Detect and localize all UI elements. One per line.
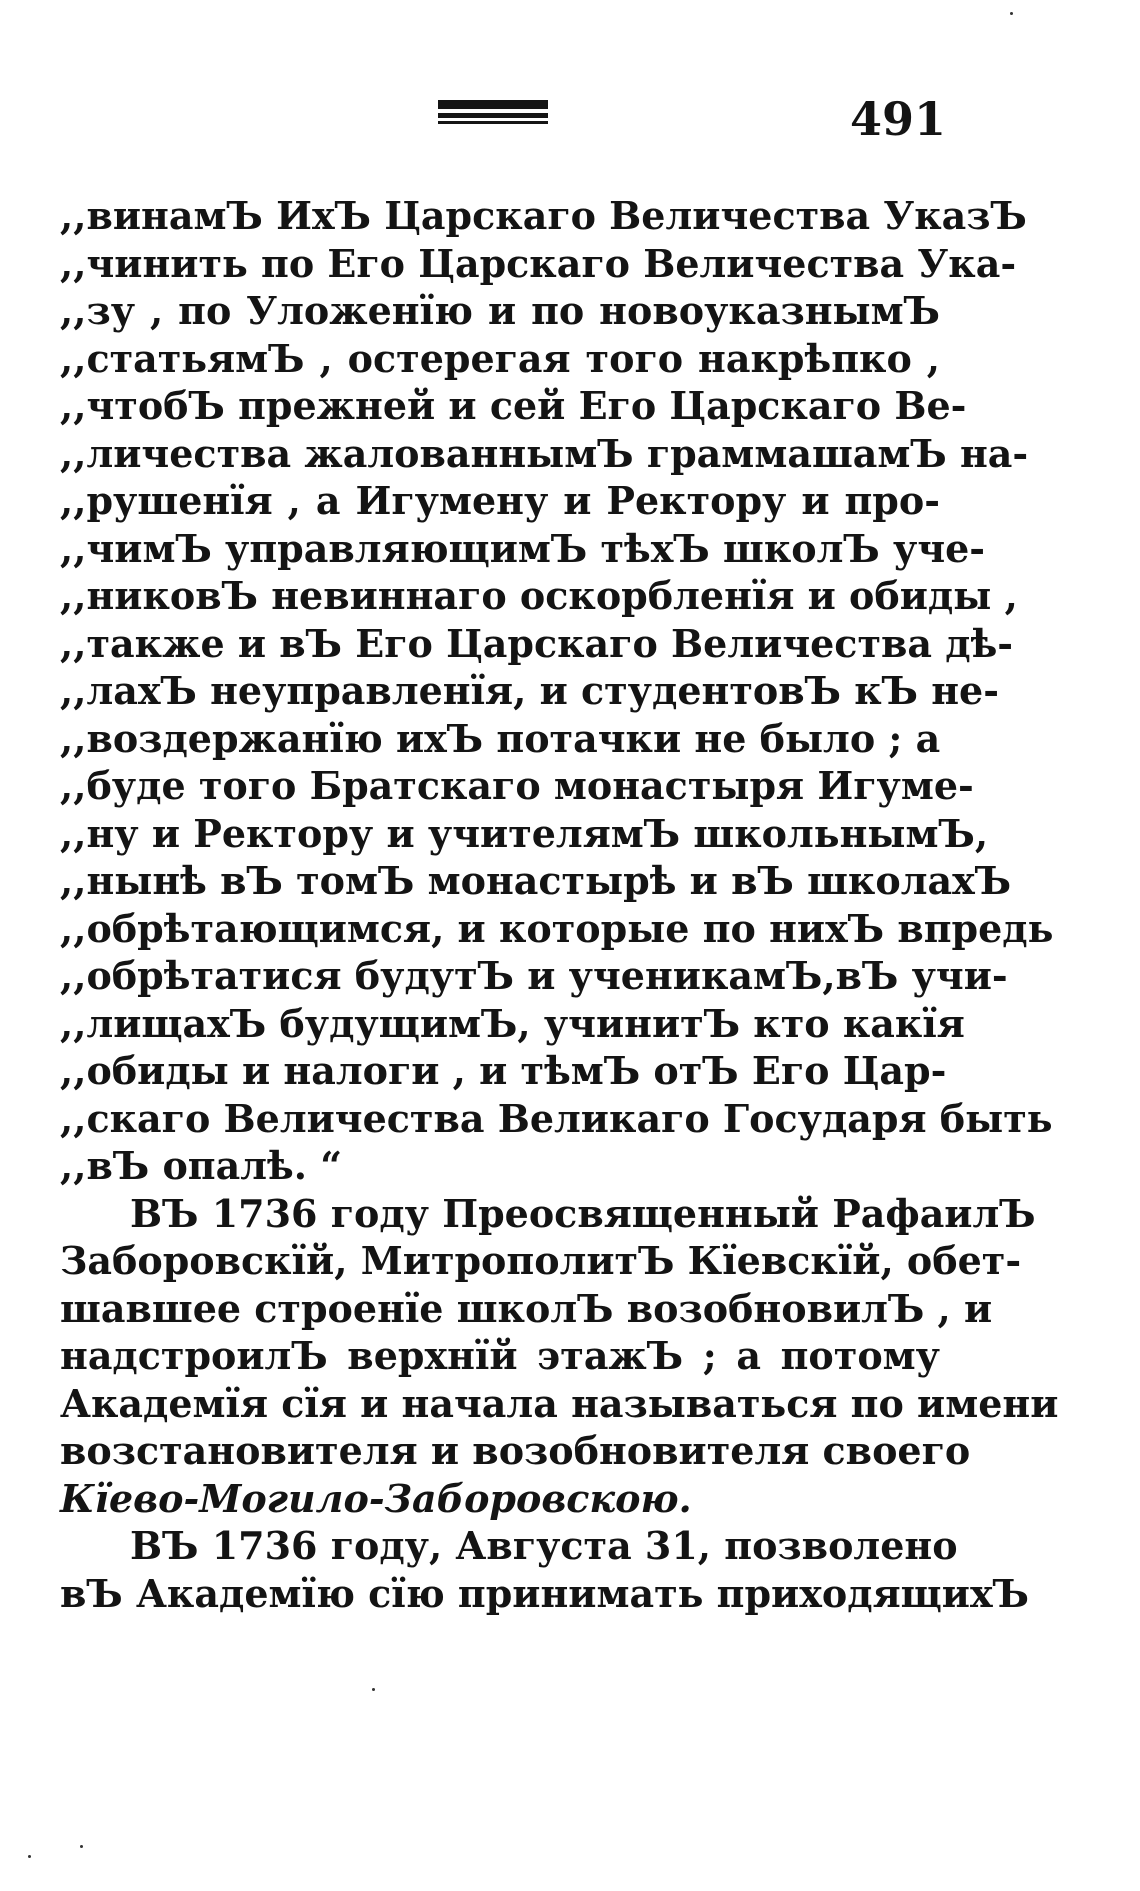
text-line: ,,ну и Ректору и учителямЪ школьнымЪ, <box>60 810 989 856</box>
text-line: ,,обрѣтатися будутЪ и ученикамЪ,вЪ учи- <box>60 953 1008 998</box>
ornament-rule-middle <box>438 113 548 118</box>
text-line: Академїя сїя и начала называться по имени <box>60 1380 1059 1426</box>
text-line: шавшее строенїе школЪ возобновилЪ , и <box>60 1285 993 1331</box>
page-number: 491 <box>850 92 947 146</box>
paper-speck <box>1010 12 1013 15</box>
text-line: Заборовскїй, МитрополитЪ Кїевскїй, обет- <box>60 1238 1022 1283</box>
text-line: ,,вЪ опалѣ. “ <box>60 1143 343 1188</box>
paper-speck <box>80 1845 83 1848</box>
text-line: ,,лахЪ неуправленїя, и студентовЪ кЪ не- <box>60 668 999 713</box>
paper-speck <box>372 1688 375 1691</box>
text-line: ,,личества жалованнымЪ граммашамЪ на- <box>60 430 1029 476</box>
ornament-rule-thin <box>438 121 548 124</box>
body-text <box>60 192 1059 1617</box>
text-line: ,,нынѣ вЪ томЪ монастырѣ и вЪ школахЪ <box>60 858 1012 903</box>
text-line: ,,также и вЪ Его Царскаго Величества дѣ- <box>60 620 1014 666</box>
text-line: ,,лищахЪ будущимЪ, учинитЪ кто какїя <box>60 1000 965 1046</box>
paragraph-start-line: ВЪ 1736 году Преосвященный РафаилЪ <box>130 1190 1036 1236</box>
text-line: ,,буде того Братскаго монастыря Игуме- <box>60 763 974 808</box>
text-line: ,,статьямЪ , остерегая того накрѣпко , <box>60 335 940 381</box>
text-line: ,,обиды и налоги , и тѣмЪ отЪ Его Цар- <box>60 1048 947 1093</box>
text-line: возстановителя и возобновителя своего <box>60 1428 971 1473</box>
text-line: надстроилЪ верхнїй этажЪ ; а потому <box>60 1333 940 1378</box>
academy-name-italic: Кїево-Могило-Заборовскою. <box>60 1475 692 1521</box>
text-line: ,,рушенїя , а Игумену и Ректору и про- <box>60 478 940 523</box>
header-ornament <box>438 100 548 124</box>
paragraph-start-line: ВЪ 1736 году, Августа 31, позволено <box>130 1523 958 1568</box>
text-line: ,,винамЪ ИхЪ Царскаго Величества УказЪ <box>60 193 1027 238</box>
paper-speck <box>28 1855 31 1858</box>
text-line: ,,никовЪ невиннаго оскорбленїя и обиды , <box>60 573 1018 618</box>
text-line: ,,воздержанїю ихЪ потачки не было ; а <box>60 715 941 761</box>
text-line: ,,чинить по Его Царскаго Величества Ука- <box>60 240 1017 286</box>
ornament-rule-thick <box>438 100 548 109</box>
text-line: ,,обрѣтающимся, и которые по нихЪ впредь <box>60 905 1054 951</box>
text-line: ,,чтобЪ прежней и сей Его Царскаго Ве- <box>60 383 967 428</box>
text-line: вЪ Академїю сїю принимать приходящихЪ <box>60 1570 1029 1616</box>
text-line: ,,зу , по Уложенїю и по новоуказнымЪ <box>60 288 940 333</box>
text-line: ,,чимЪ управляющимЪ тѣхЪ школЪ уче- <box>60 525 986 571</box>
text-line: ,,скаго Величества Великаго Государя быть <box>60 1095 1053 1141</box>
